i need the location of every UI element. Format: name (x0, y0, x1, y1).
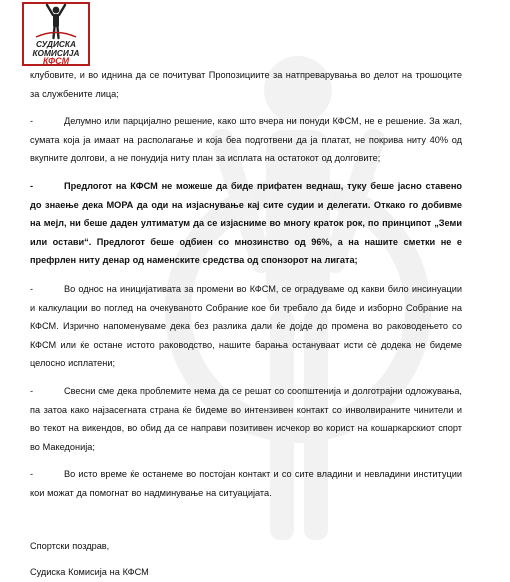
paragraph-constant-contact (30, 465, 462, 502)
paragraph-initiative-changes (30, 280, 462, 373)
paragraph-text: Делумно или парцијално решение, како што вчера ни понуди КФСМ, не е решение. За жал, сумата која ја имаат на располагање и која беа подготвени да ја платат, не покрива ниту 40% од вкупните долгови, а не понудија ниту план за исплата на остатокот од долговите; (30, 116, 462, 163)
referee-figure-icon (24, 4, 88, 40)
closing-greeting: Спортски поздрав, (30, 541, 110, 551)
bullet-dash: - (30, 469, 34, 479)
logo-line-3: КФСМ (42, 56, 70, 66)
kfsm-referee-commission-logo (22, 2, 90, 66)
paragraph-partial-solution (30, 112, 462, 168)
bullet-dash: - (30, 284, 34, 294)
paragraph-clubs-continuation (30, 66, 462, 103)
paragraph-text: Во исто време ќе останеме во постојан контакт и со сите владини и невладини институции кои можат да помогнат во надминување на ситуацијата. (30, 469, 462, 498)
paragraph-text: Свесни сме дека проблемите нема да се решат со соопштенија и долготрајни одложувања, па затоа како најзасегната страна ќе бидеме во интензивен контакт со инволвираните чинители и во текот на викендов, во обид да се направи позитивен исчекор во корист на кошаркарскиот спорт во Македонија; (30, 386, 462, 452)
paragraph-proposal-rejected (30, 177, 462, 270)
logo-line-2: КОМИСИЈА (32, 48, 80, 58)
bullet-dash: - (30, 386, 34, 396)
bullet-dash: - (30, 116, 34, 126)
paragraph-text: клубовите, и во иднина да се почитуват Пропозициите за натпреварувања во делот на трошоците за службените лица; (30, 70, 462, 99)
paragraph-text: Во однос на иницијативата за промени во КФСМ, се оградуваме од какви било инсинуации и калкулации во поглед на очекуваното Собрание кое би требало да биде и изборно Собрание на КФСМ. Изрично напоменуваме дека без разлика дали ќе дојде до промена во раководењето со КФСМ или ќе остане истото раководство, нашите барања остануваат исти сè додека не бидеме целосно исплатени; (30, 284, 462, 368)
logo-line-1: СУДИСКА (35, 39, 77, 49)
bullet-dash: - (30, 181, 34, 191)
closing-signature: Судиска Комисија на КФСМ (30, 567, 149, 577)
paragraph-text: Предлогот на КФСМ не можеше да биде прифатен веднаш, туку беше јасно ставено до знаење дека МОРА да оди на изјаснување кај сите судии и делегати. Откако го добивме на мејл, ни беше даден ултиматум да се изјасниме во многу краток рок, по принципот „Земи или остави“. Предлогот беше одбиен со мнозинство од 96%, а на нашите сметки не е префрлен ниту денар од наменските средства од спонзорот на лигата; (30, 181, 462, 265)
paragraph-aware-of-problems (30, 382, 462, 456)
